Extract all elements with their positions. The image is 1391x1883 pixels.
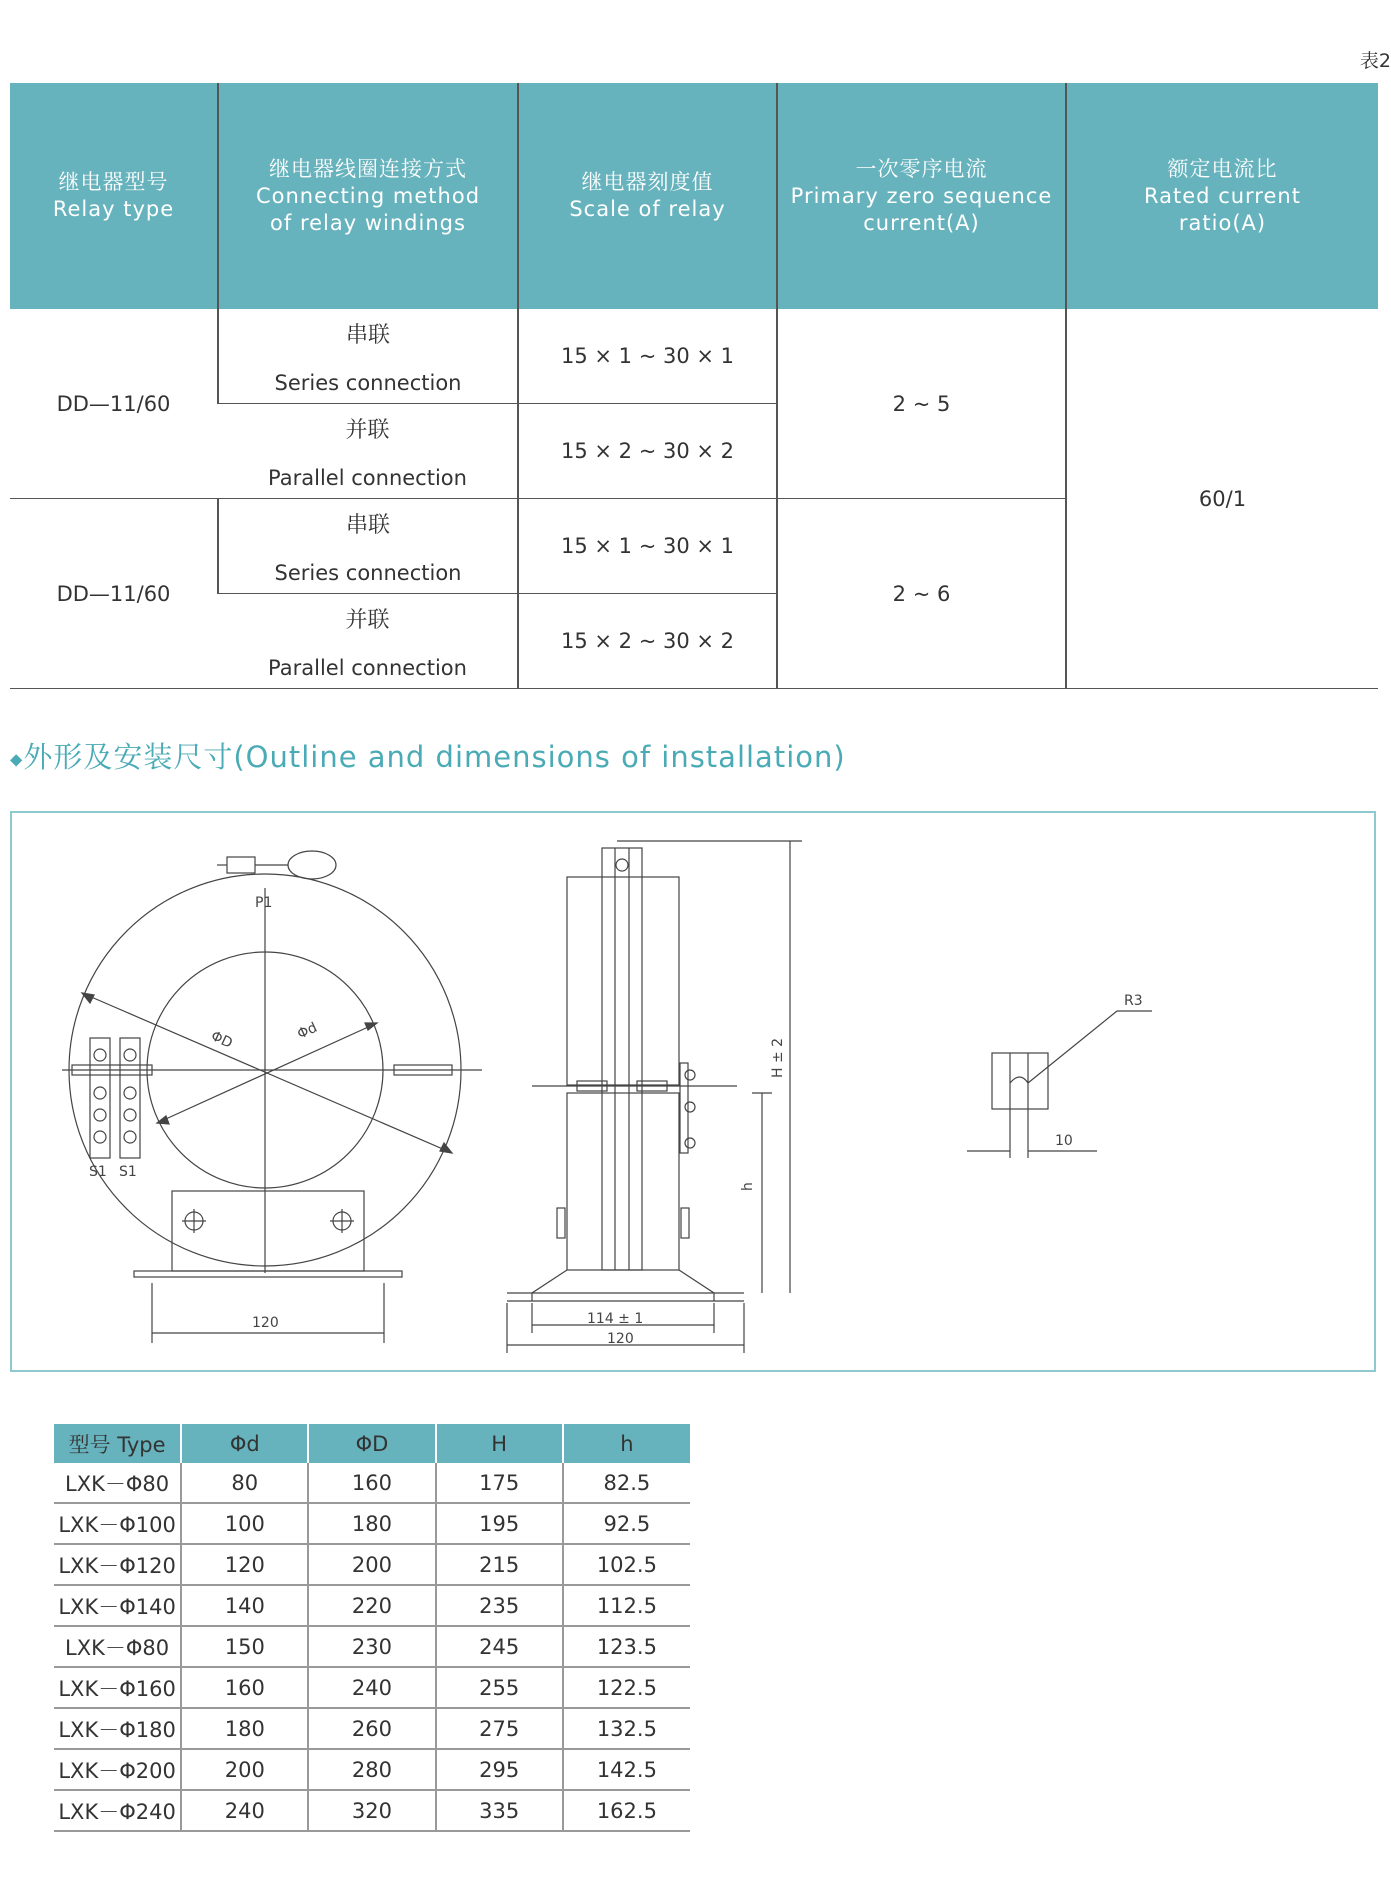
primary-current-cell: 2 ~ 5 [777,309,1066,499]
table-row: LXK－Φ200 200 280 295 142.5 [54,1749,690,1790]
scale-cell: 15 × 1 ~ 30 × 1 [518,499,777,594]
scale-cell: 15 × 2 ~ 30 × 2 [518,594,777,689]
scale-cell: 15 × 2 ~ 30 × 2 [518,404,777,499]
header-connecting-method: 继电器线圈连接方式 Connecting method of relay windings [218,83,518,309]
phi-D-label: ΦD [208,1028,235,1052]
relay-type-cell: DD—11/60 [10,499,218,689]
header-H: H [436,1424,563,1463]
relay-spec-table [10,83,1378,689]
header-phi-d: Φd [181,1424,308,1463]
scale-cell: 15 × 1 ~ 30 × 1 [518,309,777,404]
detail-width-label: 10 [1055,1133,1073,1149]
header-phi-D: ΦD [308,1424,435,1463]
phi-d-label: Φd [294,1019,320,1043]
H-label: H ± 2 [770,1037,786,1078]
front-width-label: 120 [252,1315,279,1331]
outline-drawing [12,813,1374,1370]
table-row: LXK－Φ120 120 200 215 102.5 [54,1544,690,1585]
table-row: LXK－Φ180 180 260 275 132.5 [54,1708,690,1749]
header-scale: 继电器刻度值 Scale of relay [518,83,777,309]
primary-current-cell: 2 ~ 6 [777,499,1066,689]
side-width-label: 120 [607,1331,634,1347]
table-row: LXK－Φ80 150 230 245 123.5 [54,1626,690,1667]
relay-type-cell: DD—11/60 [10,309,218,499]
table-row: LXK－Φ100 100 180 195 92.5 [54,1503,690,1544]
table-row: LXK－Φ140 140 220 235 112.5 [54,1585,690,1626]
outline-diagram [10,811,1376,1372]
dimension-table [54,1424,690,1832]
header-rated-ratio: 额定电流比 Rated current ratio(A) [1066,83,1378,309]
rated-ratio-cell: 60/1 [1066,309,1378,689]
connection-cell: 并联 Parallel connection [218,404,518,499]
table-row: LXK－Φ80 80 160 175 82.5 [54,1463,690,1503]
header-type: 型号 Type [54,1424,181,1463]
p1-label: P1 [255,895,273,911]
side-inner-width-label: 114 ± 1 [587,1311,644,1327]
side-view [507,841,802,1353]
connection-cell: 串联 Series connection [218,499,518,594]
diamond-icon: ◆ [10,749,24,769]
table-row: LXK－Φ240 240 320 335 162.5 [54,1790,690,1831]
connection-cell: 串联 Series connection [218,309,518,404]
h-label: h [740,1182,756,1191]
table-label: 表2 [1359,50,1391,72]
header-h: h [563,1424,690,1463]
connection-cell: 并联 Parallel connection [218,594,518,689]
header-relay-type: 继电器型号 Relay type [10,83,218,309]
s1-label-b: S1 [119,1164,137,1180]
header-primary-current: 一次零序电流 Primary zero sequence current(A) [777,83,1066,309]
s1-label-a: S1 [89,1164,107,1180]
table-row: LXK－Φ160 160 240 255 122.5 [54,1667,690,1708]
section-title: ◆外形及安装尺寸(Outline and dimensions of installation) [10,740,846,774]
table-row [10,309,1378,404]
r3-label: R3 [1124,993,1143,1009]
front-view [62,851,482,1343]
